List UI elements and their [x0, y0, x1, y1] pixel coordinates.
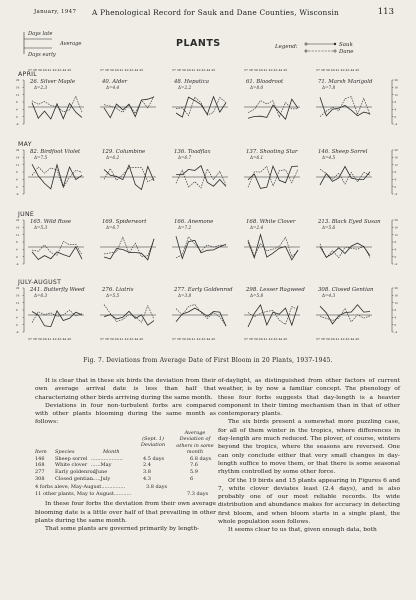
scale-tick-label: 8 — [16, 171, 18, 175]
plant-name: 129. Columbine — [102, 149, 146, 155]
week-axis-labels: 37 38 39 40 41 42 43 44 45 — [244, 337, 288, 341]
scale-tick-label: 4 — [16, 178, 18, 182]
scale-tick-label: 0 — [394, 185, 397, 189]
sauk-series — [104, 165, 154, 189]
plant-name: 71. Marsh Marigold — [318, 79, 373, 85]
table-row — [35, 462, 216, 469]
table-cell-dev: 3.8 — [143, 468, 151, 475]
section-label: JUNE — [18, 211, 35, 218]
scale-tick-label: 16 — [16, 294, 20, 298]
col-species: Species — [55, 448, 75, 455]
scale-tick-label: 4 — [16, 248, 18, 252]
plant-name: 308. Closed Gentian — [318, 287, 374, 293]
scale-tick-label: 0 — [16, 115, 18, 119]
col-deviation: (Sept. 1) Deviation — [140, 435, 166, 449]
plant-stat: Δ=4.5 — [322, 155, 336, 160]
table-row — [35, 469, 216, 476]
plant-stat: Δ=7.2 — [178, 225, 192, 230]
plant-stat: Δ=5.8 — [250, 293, 264, 298]
figure-7 — [16, 26, 400, 356]
plant-name: 165. Wild Rose — [30, 219, 72, 225]
paragraph: Of the 19 birds and 15 plants appearing in Figures 6 and 7, white clover deviates least (2.4 days), and is also probably one of our most reliable records. Its wide distribution and abundance makes for accuracy in detecting first bloom, and when bloom starts in a single plant, the whole population soon follows. — [218, 477, 400, 526]
table-header — [35, 430, 216, 456]
scale-tick-label: 16 — [16, 226, 20, 230]
scale-tick-label: 12 — [394, 163, 398, 167]
table-cell-month: ...June — [91, 468, 108, 475]
right-column — [218, 377, 400, 535]
plant-name: 48. Hepatica — [174, 79, 209, 85]
table-cell-species: Sheep sorrel — [55, 455, 88, 462]
dane-series — [104, 167, 154, 182]
table-cell-species: Early goldenrod — [55, 468, 96, 475]
scale-tick-label: 20 — [16, 287, 20, 291]
key-average: Average — [60, 41, 82, 47]
scale-tick-label: 4 — [16, 316, 18, 320]
plant-stat: Δ=5.3 — [34, 225, 48, 230]
scale-tick-label: 0 — [16, 323, 18, 327]
scale-tick-label: -4 — [394, 263, 398, 267]
scale-tick-label: 16 — [16, 156, 20, 160]
page-number: 113 — [377, 7, 394, 17]
key-below: Days early — [28, 52, 56, 58]
legend-label: Legend: — [275, 44, 298, 50]
scale-tick-label: 20 — [16, 219, 20, 223]
phenology-chart-grid — [16, 26, 400, 356]
paragraph: It seems clear to us that, given enough data, both — [228, 527, 377, 534]
scale-tick-label: 8 — [394, 309, 397, 313]
week-axis-labels: 37 38 39 40 41 42 43 44 45 — [172, 337, 216, 341]
table-cell-month: ......May — [91, 462, 112, 469]
legend-marker — [334, 43, 336, 45]
scale-tick-label: 20 — [16, 149, 20, 153]
plant-stat: Δ=8.0 — [250, 85, 264, 90]
table-cell-species: Closed gentian — [55, 475, 93, 482]
scale-tick-label: 16 — [394, 226, 398, 230]
scale-tick-label: 12 — [16, 233, 20, 237]
plant-stat: Δ=2.4 — [250, 225, 264, 230]
plant-name: 276. Liatris — [102, 287, 134, 293]
scale-tick-label: -4 — [16, 193, 19, 197]
plant-name: 241. Butterfly Weed — [30, 287, 85, 293]
sauk-series — [32, 164, 82, 189]
scale-tick-label: 8 — [16, 309, 18, 313]
plant-stat: Δ=3.8 — [178, 293, 192, 298]
plant-name: 61. Bloodroot — [246, 79, 284, 85]
scale-tick-label: 20 — [16, 79, 20, 83]
scale-tick-label: 16 — [394, 156, 398, 160]
section-label: MAY — [18, 141, 32, 148]
week-axis-labels: 37 38 39 40 41 42 43 44 45 — [28, 68, 72, 72]
plant-stat: Δ=2.2 — [178, 85, 192, 90]
plant-stat: Δ=7.5 — [34, 155, 48, 160]
table-cell-dev: 4.5 days — [143, 455, 165, 462]
table-cell-month: ......July — [91, 475, 111, 482]
scale-tick-label: 8 — [16, 241, 18, 245]
plant-stat: Δ=2.3 — [34, 85, 48, 90]
scale-tick-label: 16 — [394, 294, 398, 298]
scale-tick-label: 20 — [394, 149, 398, 153]
sauk-series — [176, 166, 226, 187]
sauk-series — [248, 99, 298, 119]
scale-tick-label: 12 — [394, 93, 398, 97]
left-column — [35, 377, 216, 534]
plant-name: 82. Birdfoot Violet — [30, 149, 81, 155]
week-axis-labels: 37 38 39 40 41 42 43 44 45 — [28, 337, 72, 341]
scale-tick-label: 20 — [394, 219, 398, 223]
plant-name: 40. Alder — [102, 79, 128, 85]
scale-tick-label: 20 — [394, 287, 398, 291]
plant-stat: Δ=5.5 — [106, 293, 120, 298]
scale-tick-label: 8 — [394, 241, 397, 245]
plant-stat: Δ=7.8 — [322, 85, 336, 90]
sauk-series — [176, 236, 226, 258]
scale-tick-label: -4 — [16, 263, 19, 267]
week-axis-labels: 37 38 39 40 41 42 43 44 45 — [172, 68, 216, 72]
scale-tick-label: 12 — [394, 301, 398, 305]
figure-title: PLANTS — [176, 38, 221, 49]
plant-name: 298. Lesser Ragweed — [246, 287, 305, 293]
plant-stat: Δ=4.3 — [322, 293, 336, 298]
scale-tick-label: -4 — [16, 123, 19, 127]
paragraph: That some plants are governed primarily by length- — [45, 526, 200, 533]
table-row: 11 other plants, May to August........... 7.3 days — [35, 490, 209, 497]
scale-tick-label: 12 — [16, 163, 20, 167]
legend-sauk: Sauk — [339, 42, 353, 48]
col-item: Item — [35, 448, 47, 455]
table-cell-item: 168 — [35, 462, 45, 469]
table-body — [35, 456, 216, 482]
scale-tick-label: 16 — [394, 86, 398, 90]
sauk-series — [104, 239, 154, 260]
scale-tick-label: 4 — [394, 108, 397, 112]
dane-series — [104, 305, 154, 323]
section-label: JULY-AUGUST — [18, 279, 62, 286]
header-date: January, 1947 — [34, 9, 77, 15]
table-cell-avg: 6.8 days — [190, 455, 212, 462]
week-axis-labels: 37 38 39 40 41 42 43 44 45 — [100, 68, 144, 72]
scale-tick-label: 8 — [394, 101, 397, 105]
dane-series — [176, 169, 226, 188]
plant-stat: Δ=6.7 — [106, 225, 120, 230]
section-label: APRIL — [18, 71, 38, 78]
week-axis-labels: 37 38 39 40 41 42 43 44 45 — [100, 337, 144, 341]
plant-stat: Δ=4.4 — [106, 85, 120, 90]
paragraph: The six birds present a somewhat more puzzling case, for all of them winter in the tropics, where differences in day-length are much reduced. The plover, of course, winters beyond the tropics, where the seasons are reversed. One can only conclude either that very small changes in day-length suffice to move them, or that there is some seasonal rhythm controlled by some other force. — [218, 419, 400, 476]
sauk-series — [32, 103, 82, 119]
plant-name: 166. Anemone — [174, 219, 214, 225]
sauk-series — [320, 305, 370, 324]
dane-series — [320, 169, 370, 184]
scale-tick-label: 0 — [394, 115, 397, 119]
header-title: A Phenological Record for Sauk and Dane Counties, Wisconsin — [92, 8, 340, 17]
scale-tick-label: 0 — [394, 255, 397, 259]
plant-name: 136. Toadflax — [174, 149, 211, 155]
scale-tick-label: 12 — [394, 233, 398, 237]
sauk-series — [176, 308, 226, 326]
legend-dane: Dane — [339, 49, 354, 55]
scale-tick-label: -4 — [394, 331, 398, 335]
scale-tick-label: 8 — [394, 171, 397, 175]
scale-tick-label: 12 — [16, 301, 20, 305]
plant-name: 277. Early Goldenrod — [174, 287, 233, 293]
table-cell-dev: 2.4 — [143, 462, 151, 469]
plant-name: 26. Silver Maple — [30, 79, 76, 85]
plant-stat: Δ=6.7 — [178, 155, 192, 160]
table-row — [35, 476, 216, 483]
sauk-series — [32, 311, 82, 327]
scale-tick-label: 8 — [16, 101, 18, 105]
table-cell-item: 277 — [35, 468, 45, 475]
sauk-series — [320, 97, 370, 116]
running-header — [0, 6, 416, 20]
table-row — [35, 456, 216, 463]
paragraph: In these four forbs the deviation from their own average blooming date is a little over half of that prevailing in other plants during the same month. — [35, 501, 216, 524]
table-row: 4 forbs aleve, May-August............... 3.8 days — [35, 484, 168, 491]
scale-tick-label: 0 — [16, 255, 18, 259]
scale-tick-label: 4 — [394, 178, 397, 182]
key-above: Days late — [28, 31, 53, 37]
dane-series — [320, 97, 370, 117]
sauk-series — [104, 311, 154, 325]
plant-name: 137. Shooting Star — [246, 149, 298, 155]
scale-tick-label: -4 — [394, 123, 398, 127]
col-average: Average Deviation of others in same month — [176, 429, 214, 456]
table-cell-dev: 4.3 — [143, 475, 151, 482]
plant-name: 146. Sheep Sorrel — [318, 149, 368, 155]
paragraph: of-daylight, as distinguished from other factors of current weather, is by now a familiar concept. The phenology of these four forbs suggests that day-length is a heavier component in their timing mechanism than in that of other contemporary plants. — [218, 378, 400, 418]
week-axis-labels: 37 38 39 40 41 42 43 44 45 — [316, 68, 360, 72]
table-cell-avg: 7.6 — [190, 462, 198, 469]
sauk-series — [104, 97, 154, 118]
scale-tick-label: 16 — [16, 86, 20, 90]
col-month: Month — [103, 448, 120, 455]
plant-name: 169. Spiderwort — [102, 219, 147, 225]
week-axis-labels: 37 38 39 40 41 42 43 44 45 — [316, 337, 360, 341]
plant-stat: Δ=6.2 — [106, 155, 120, 160]
sauk-series — [32, 247, 82, 260]
scale-tick-label: 12 — [16, 93, 20, 97]
dane-series — [104, 96, 154, 113]
scale-tick-label: 4 — [394, 316, 397, 320]
sauk-series — [320, 243, 370, 257]
table-cell-item: 146 — [35, 455, 45, 462]
plant-stat: Δ=5.6 — [322, 225, 336, 230]
scale-tick-label: 0 — [16, 185, 18, 189]
table-cell-month: .................... — [91, 455, 123, 462]
table-cell-species: White clover — [55, 462, 88, 469]
plant-stat: Δ=6.3 — [34, 293, 48, 298]
plant-stat: Δ=6.1 — [250, 155, 264, 160]
figure-caption: Fig. 7. Deviations from Average Date of First Bloom in 20 Plants, 1937-1945. — [83, 357, 333, 364]
sauk-series — [320, 167, 370, 186]
table-cell-avg: 6 — [190, 475, 194, 482]
paragraph: It is clear that in these six birds the deviation from their own average arrival date is less than half that characterizing other birds arriving during the same month. — [35, 378, 216, 401]
scale-tick-label: 4 — [394, 248, 397, 252]
paragraph: Deviations in four non-turbulent forbs are compared with other plants blooming during the same month as follows: — [35, 402, 216, 426]
scale-tick-label: -4 — [394, 193, 398, 197]
plant-name: 168. White Clover — [246, 219, 296, 225]
plant-name: 213. Black Eyed Susan — [318, 219, 381, 225]
scale-tick-label: 20 — [394, 79, 398, 83]
scale-tick-label: -4 — [16, 331, 19, 335]
deviation-table — [35, 430, 216, 498]
scale-tick-label: 4 — [16, 108, 18, 112]
table-cell-avg: 5.9 — [190, 468, 198, 475]
scale-tick-label: 0 — [394, 323, 397, 327]
week-axis-labels: 37 38 39 40 41 42 43 44 45 — [244, 68, 288, 72]
table-cell-item: 308 — [35, 475, 45, 482]
